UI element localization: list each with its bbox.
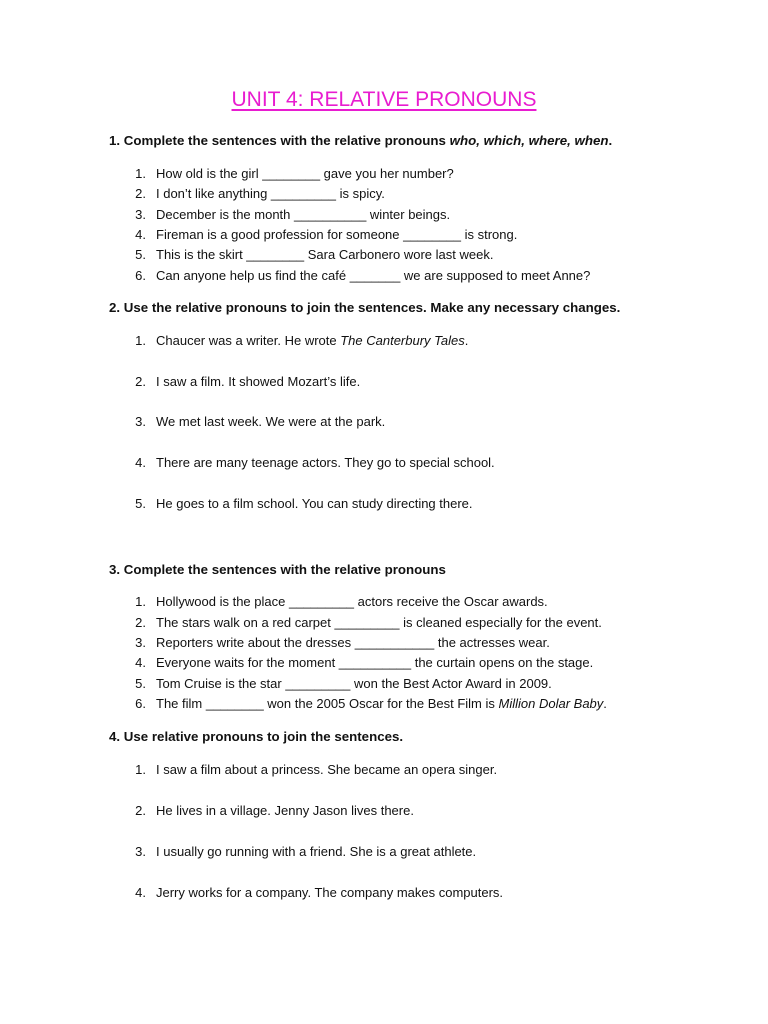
item-text: He goes to a film school. You can study directing there.: [156, 496, 473, 511]
section-3-heading: 3. Complete the sentences with the relative pronouns: [109, 562, 446, 577]
item-text: Hollywood is the place _________ actors receive the Oscar awards.: [156, 594, 548, 609]
item-text: We met last week. We were at the park.: [156, 414, 386, 429]
section-4-heading: 4. Use relative pronouns to join the sentences.: [109, 729, 404, 744]
item-number: 2.: [135, 374, 146, 389]
item-text: Can anyone help us find the café _______ we are supposed to meet Anne?: [156, 268, 591, 283]
item-number: 5.: [135, 496, 146, 511]
section-1-heading-end: .: [608, 133, 613, 148]
item-text: Jerry works for a company. The company makes computers.: [156, 885, 504, 900]
item-number: 3.: [135, 414, 146, 429]
item-text: [156, 333, 468, 348]
item-number: 1.: [135, 333, 146, 348]
item-number: 3.: [135, 844, 146, 859]
section-1-heading-pronouns: who, which, where, when: [449, 133, 609, 148]
item-text-end: .: [464, 333, 469, 348]
item-text: December is the month __________ winter beings.: [156, 207, 451, 222]
item-number: 4.: [135, 455, 146, 470]
item-text-main: Chaucer was a writer. He wrote: [156, 333, 341, 348]
item-number: 2.: [135, 615, 146, 630]
page-title: UNIT 4: RELATIVE PRONOUNS: [231, 88, 537, 111]
item-number: 4.: [135, 655, 146, 670]
item-number: 6.: [135, 696, 146, 711]
item-text-title: Million Dolar Baby: [498, 696, 604, 711]
item-text: He lives in a village. Jenny Jason lives there.: [156, 803, 414, 818]
item-number: 5.: [135, 676, 146, 691]
item-number: 3.: [135, 207, 146, 222]
item-text: I saw a film about a princess. She became an opera singer.: [156, 762, 498, 777]
item-text: This is the skirt ________ Sara Carbonero wore last week.: [156, 247, 494, 262]
item-text: How old is the girl ________ gave you her number?: [156, 166, 454, 181]
item-number: 2.: [135, 186, 146, 201]
item-text-end: .: [603, 696, 607, 711]
section-1-heading: [109, 133, 612, 148]
item-text: I saw a film. It showed Mozart’s life.: [156, 374, 361, 389]
item-text: Everyone waits for the moment __________ the curtain opens on the stage.: [156, 655, 594, 670]
section-1-heading-text: 1. Complete the sentences with the relative pronouns: [109, 133, 450, 148]
item-number: 4.: [135, 885, 146, 900]
item-text: I don’t like anything _________ is spicy.: [156, 186, 385, 201]
item-number: 2.: [135, 803, 146, 818]
item-text: There are many teenage actors. They go to special school.: [156, 455, 495, 470]
section-2-heading: 2. Use the relative pronouns to join the sentences. Make any necessary changes.: [109, 300, 621, 315]
item-number: 1.: [135, 594, 146, 609]
item-text: Fireman is a good profession for someone ________ is strong.: [156, 227, 518, 242]
item-text: I usually go running with a friend. She is a great athlete.: [156, 844, 477, 859]
item-number: 5.: [135, 247, 146, 262]
item-text: Reporters write about the dresses ___________ the actresses wear.: [156, 635, 550, 650]
item-text-title: The Canterbury Tales: [340, 333, 465, 348]
item-number: 1.: [135, 166, 146, 181]
item-text-main: The film ________ won the 2005 Oscar for the Best Film is: [156, 696, 499, 711]
item-text: [156, 696, 607, 711]
item-text: The stars walk on a red carpet _________ is cleaned especially for the event.: [156, 615, 602, 630]
item-text: Tom Cruise is the star _________ won the Best Actor Award in 2009.: [156, 676, 552, 691]
item-number: 4.: [135, 227, 146, 242]
item-number: 6.: [135, 268, 146, 283]
item-number: 1.: [135, 762, 146, 777]
item-number: 3.: [135, 635, 146, 650]
